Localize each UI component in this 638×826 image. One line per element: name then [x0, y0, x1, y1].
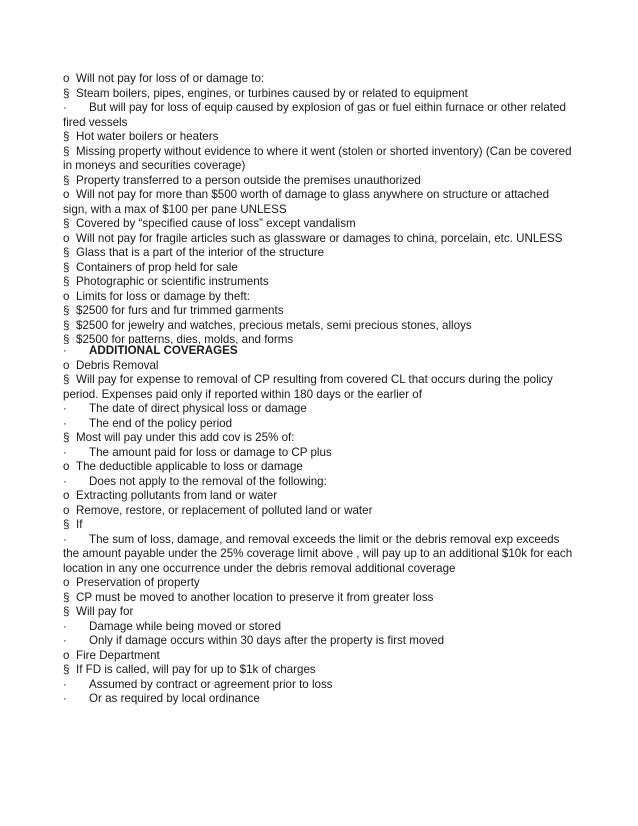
line-1: [63, 72, 573, 87]
line-text: $2500 for furs and fur trimmed garments: [76, 304, 284, 317]
line-26: [63, 489, 573, 504]
line-35: [63, 649, 573, 664]
bullet-marker: ·: [63, 101, 67, 114]
line-text: Hot water boilers or heaters: [76, 130, 219, 143]
line-19: [63, 373, 573, 402]
line-text: Remove, restore, or replacement of polluted land or water: [76, 503, 373, 517]
line-text: Photographic or scientific instruments: [76, 275, 269, 288]
line-29: [63, 533, 573, 577]
line-23: [63, 446, 573, 461]
line-text: Glass that is a part of the interior of the structure: [76, 246, 325, 259]
line-25: [63, 475, 573, 490]
line-text: Missing property without evidence to where it went (stolen or shorted inventory) (Can be covered in moneys and securities coverage): [63, 144, 572, 172]
line-text: The date of direct physical loss or damage: [89, 402, 307, 415]
line-text: Will not pay for loss of or damage to:: [76, 72, 265, 85]
bullet-marker: o: [63, 358, 70, 372]
line-text: Extracting pollutants from land or water: [76, 489, 278, 502]
line-22: [63, 431, 573, 446]
bullet-marker: ·: [63, 619, 67, 633]
line-text: If FD is called, will pay for up to $1k of charges: [76, 663, 316, 676]
bullet-marker: ·: [63, 344, 67, 357]
line-text: The sum of loss, damage, and removal exceeds the limit or the debris removal exp exceeds the amount payable under the 25% coverage limit above , will pay up to an additional $10k for each location in any one occurrence under the debris removal additional coverage: [63, 532, 573, 575]
line-13: [63, 290, 573, 305]
bullet-marker: ·: [63, 474, 67, 488]
line-30: [63, 576, 573, 591]
line-text: Will not pay for more than $500 worth of damage to glass anywhere on structure or attached sign, with a max of $100 per pane UNLESS: [63, 188, 550, 216]
line-38: [63, 692, 573, 707]
bullet-marker: §: [63, 275, 70, 288]
bullet-marker: §: [63, 130, 70, 143]
bullet-marker: §: [63, 333, 70, 344]
line-28: [63, 518, 573, 533]
line-12: [63, 275, 573, 290]
line-32: [63, 605, 573, 620]
line-3: [63, 101, 573, 130]
line-text: Only if damage occurs within 30 days after the property is first moved: [89, 634, 445, 647]
line-text: Steam boilers, pipes, engines, or turbines caused by or related to equipment: [76, 86, 468, 100]
bullet-marker: §: [63, 318, 70, 332]
line-text: CP must be moved to another location to preserve it from greater loss: [76, 590, 434, 604]
line-text: $2500 for patterns, dies, molds, and forms: [76, 333, 294, 344]
line-10: [63, 246, 573, 261]
line-text: Will pay for expense to removal of CP resulting from covered CL that occurs during the policy period. Expenses paid only if reported within 180 days or the earlier of: [63, 373, 553, 401]
line-text: The amount paid for loss or damage to CP plus: [89, 445, 332, 459]
bullet-marker: §: [63, 144, 70, 158]
bullet-marker: o: [63, 289, 70, 303]
line-text: If: [76, 518, 83, 531]
line-text: The deductible applicable to loss or damage: [76, 460, 303, 473]
line-text: Does not apply to the removal of the following:: [89, 474, 327, 488]
line-text: Or as required by local ordinance: [89, 692, 260, 705]
line-8: [63, 217, 573, 232]
bullet-marker: §: [63, 86, 70, 100]
bullet-marker: o: [63, 188, 70, 201]
bullet-marker: o: [63, 489, 70, 502]
bullet-marker: ·: [63, 445, 67, 459]
line-text: Covered by “specified cause of loss” except vandalism: [76, 217, 356, 230]
line-33: [63, 620, 573, 635]
bullet-marker: ·: [63, 677, 67, 691]
line-34: [63, 634, 573, 649]
line-text: Debris Removal: [76, 358, 159, 372]
line-text: Fire Department: [76, 648, 160, 662]
line-text: Will pay for: [76, 605, 134, 618]
line-text: Damage while being moved or stored: [89, 619, 282, 633]
line-4: [63, 130, 573, 145]
bullet-marker: §: [63, 373, 70, 386]
line-20: [63, 402, 573, 417]
line-14: [63, 304, 573, 319]
bullet-marker: o: [63, 648, 70, 662]
line-text: Limits for loss or damage by theft:: [76, 289, 250, 303]
bullet-marker: §: [63, 431, 70, 444]
line-text: The end of the policy period: [89, 416, 233, 430]
bullet-marker: ·: [63, 692, 67, 705]
line-text: Preservation of property: [76, 576, 200, 589]
bullet-marker: o: [63, 460, 70, 473]
bullet-marker: §: [63, 173, 70, 187]
bullet-marker: ·: [63, 402, 67, 415]
line-37: [63, 678, 573, 693]
line-15: [63, 319, 573, 334]
line-text: $2500 for jewelry and watches, precious metals, semi precious stones, alloys: [76, 318, 472, 332]
document-body: [63, 72, 573, 707]
line-24: [63, 460, 573, 475]
bullet-marker: §: [63, 246, 70, 259]
line-text: Most will pay under this add cov is 25% of:: [76, 431, 295, 444]
section-heading-additional-coverages: [63, 344, 573, 359]
bullet-marker: ·: [63, 634, 67, 647]
line-text: Assumed by contract or agreement prior to loss: [89, 677, 333, 691]
bullet-marker: §: [63, 260, 70, 274]
bullet-marker: o: [63, 72, 70, 85]
line-6: [63, 174, 573, 189]
bullet-marker: §: [63, 605, 70, 618]
line-text: Will not pay for fragile articles such as glassware or damages to china, porcelain, etc. UNLESS: [76, 231, 563, 245]
line-31: [63, 591, 573, 606]
line-7: [63, 188, 573, 217]
line-36: [63, 663, 573, 678]
line-9: [63, 232, 573, 247]
bullet-marker: §: [63, 518, 70, 531]
line-text: Property transferred to a person outside the premises unauthorized: [76, 173, 421, 187]
line-21: [63, 417, 573, 432]
line-27: [63, 504, 573, 519]
bullet-marker: §: [63, 663, 70, 676]
section-heading: ADDITIONAL COVERAGES: [89, 344, 238, 357]
line-text: Containers of prop held for sale: [76, 260, 238, 274]
line-text: But will pay for loss of equip caused by explosion of gas or fuel eithin furnace or other related fired vessels: [63, 101, 566, 129]
bullet-marker: §: [63, 304, 70, 317]
line-5: [63, 145, 573, 174]
bullet-marker: ·: [63, 532, 67, 546]
bullet-marker: o: [63, 231, 70, 245]
bullet-marker: §: [63, 217, 70, 230]
bullet-marker: o: [63, 503, 70, 517]
bullet-marker: o: [63, 576, 70, 589]
bullet-marker: ·: [63, 416, 67, 430]
line-16: [63, 333, 573, 344]
bullet-marker: §: [63, 590, 70, 604]
line-18: [63, 359, 573, 374]
line-11: [63, 261, 573, 276]
line-2: [63, 87, 573, 102]
